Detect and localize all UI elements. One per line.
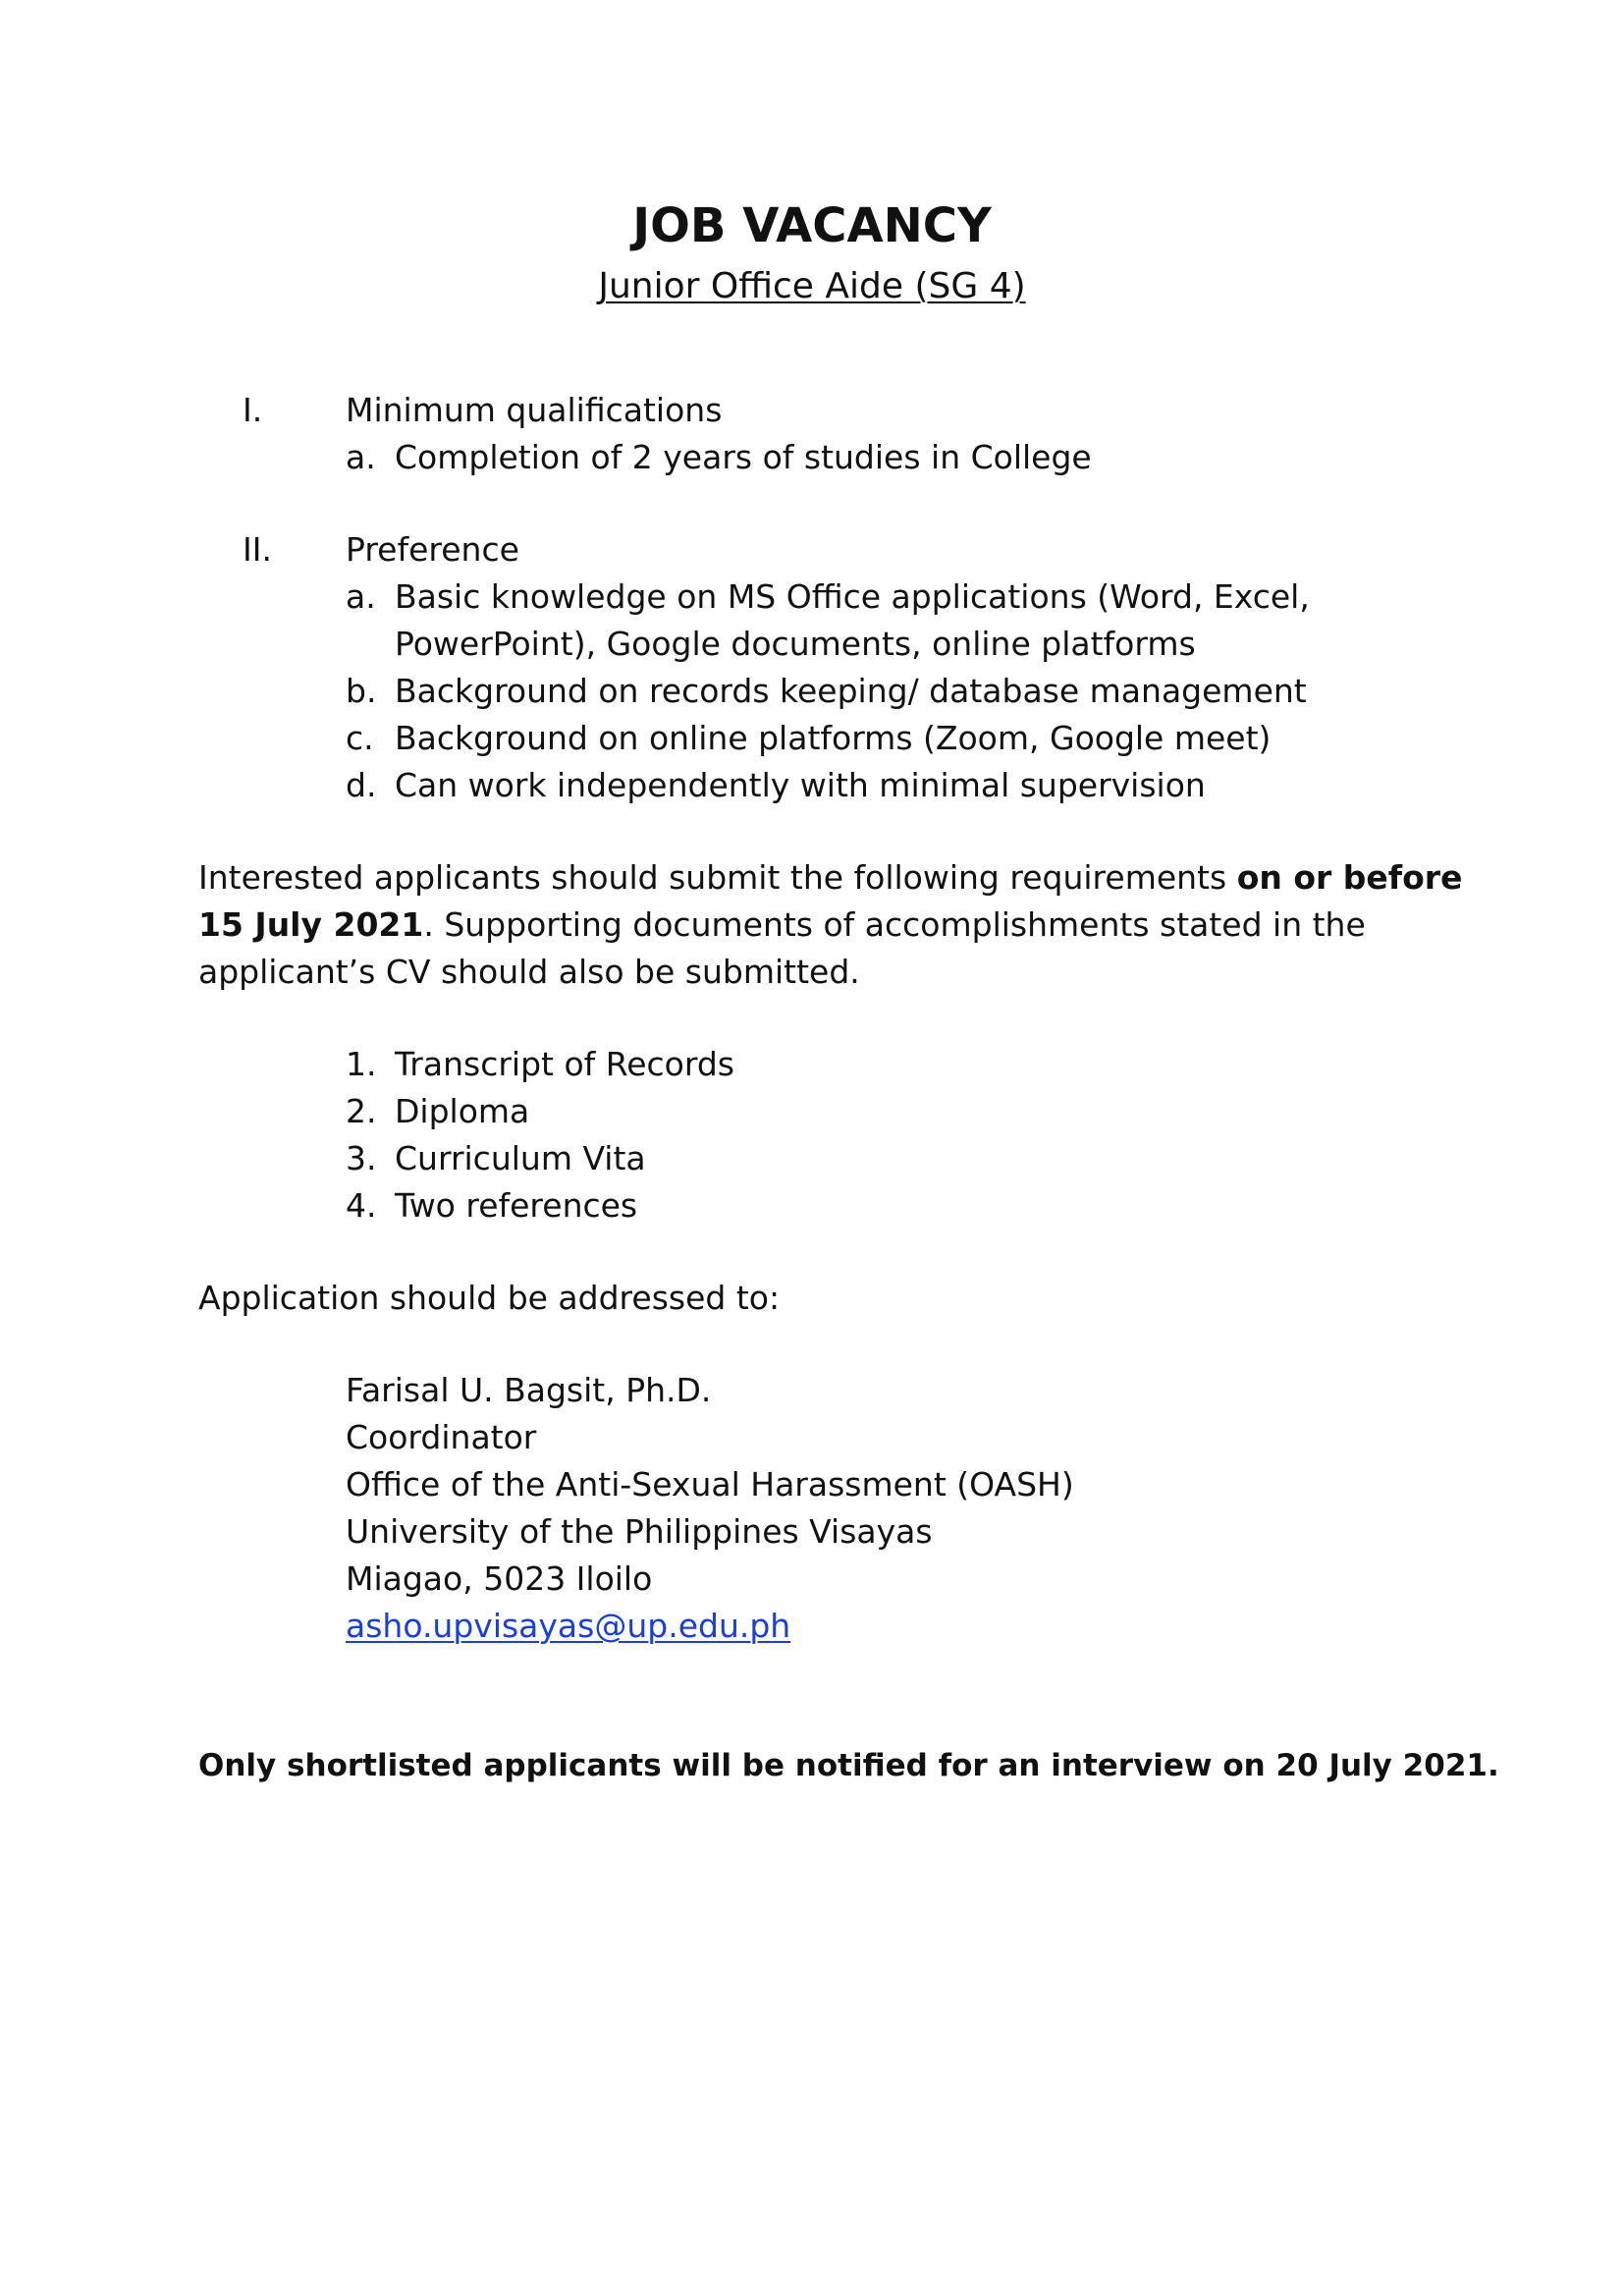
- instructions-text: . Supporting documents of accomplishments stated in the: [423, 905, 1366, 944]
- list-item-marker: b.: [346, 672, 377, 710]
- list-item-marker: a.: [346, 577, 376, 616]
- section-numeral: I.: [243, 391, 263, 429]
- requirement-item: Transcript of Records: [395, 1045, 734, 1083]
- section-heading-preference: Preference: [346, 530, 519, 569]
- position-title: Junior Office Aide (SG 4): [598, 266, 1026, 306]
- page-subtitle: [0, 263, 1624, 310]
- deadline-emphasis: on or before: [1236, 858, 1463, 897]
- instructions-line-2: [198, 902, 1366, 949]
- list-item-marker: 3.: [346, 1139, 377, 1177]
- list-item: Can work independently with minimal supervision: [395, 766, 1206, 804]
- list-item-marker: c.: [346, 719, 374, 757]
- addressee-university: University of the Philippines Visayas: [346, 1512, 933, 1551]
- list-item-marker: a.: [346, 438, 376, 476]
- page-title: JOB VACANCY: [632, 198, 992, 253]
- section-numeral: II.: [243, 530, 272, 569]
- list-item-continuation: PowerPoint), Google documents, online platforms: [395, 625, 1196, 663]
- list-item: Background on records keeping/ database management: [395, 672, 1307, 710]
- address-intro: Application should be addressed to:: [198, 1279, 781, 1317]
- list-item-marker: 2.: [346, 1092, 377, 1130]
- addressee-name: Farisal U. Bagsit, Ph.D.: [346, 1371, 712, 1409]
- email-link[interactable]: asho.upvisayas@up.edu.ph: [346, 1607, 791, 1645]
- addressee-location: Miagao, 5023 Iloilo: [346, 1559, 653, 1598]
- addressee-position: Coordinator: [346, 1418, 537, 1456]
- list-item-marker: 1.: [346, 1045, 377, 1083]
- list-item-marker: 4.: [346, 1186, 377, 1225]
- list-item: Background on online platforms (Zoom, Google meet): [395, 719, 1272, 757]
- deadline-date: 15 July 2021: [198, 905, 424, 944]
- list-item: Completion of 2 years of studies in College: [395, 438, 1092, 476]
- list-item-marker: d.: [346, 766, 377, 804]
- requirement-item: Two references: [395, 1186, 638, 1225]
- list-item: Basic knowledge on MS Office applications (Word, Excel,: [395, 577, 1310, 616]
- requirement-item: Diploma: [395, 1092, 530, 1130]
- instructions-line-1: [198, 854, 1462, 902]
- instructions-text: Interested applicants should submit the following requirements: [198, 858, 1237, 897]
- interview-notice: Only shortlisted applicants will be notified for an interview on 20 July 2021.: [198, 1748, 1499, 1783]
- section-heading-qualifications: Minimum qualifications: [346, 391, 723, 429]
- requirement-item: Curriculum Vita: [395, 1139, 646, 1177]
- instructions-line-3: applicant’s CV should also be submitted.: [198, 953, 860, 991]
- addressee-office: Office of the Anti-Sexual Harassment (OASH): [346, 1465, 1074, 1503]
